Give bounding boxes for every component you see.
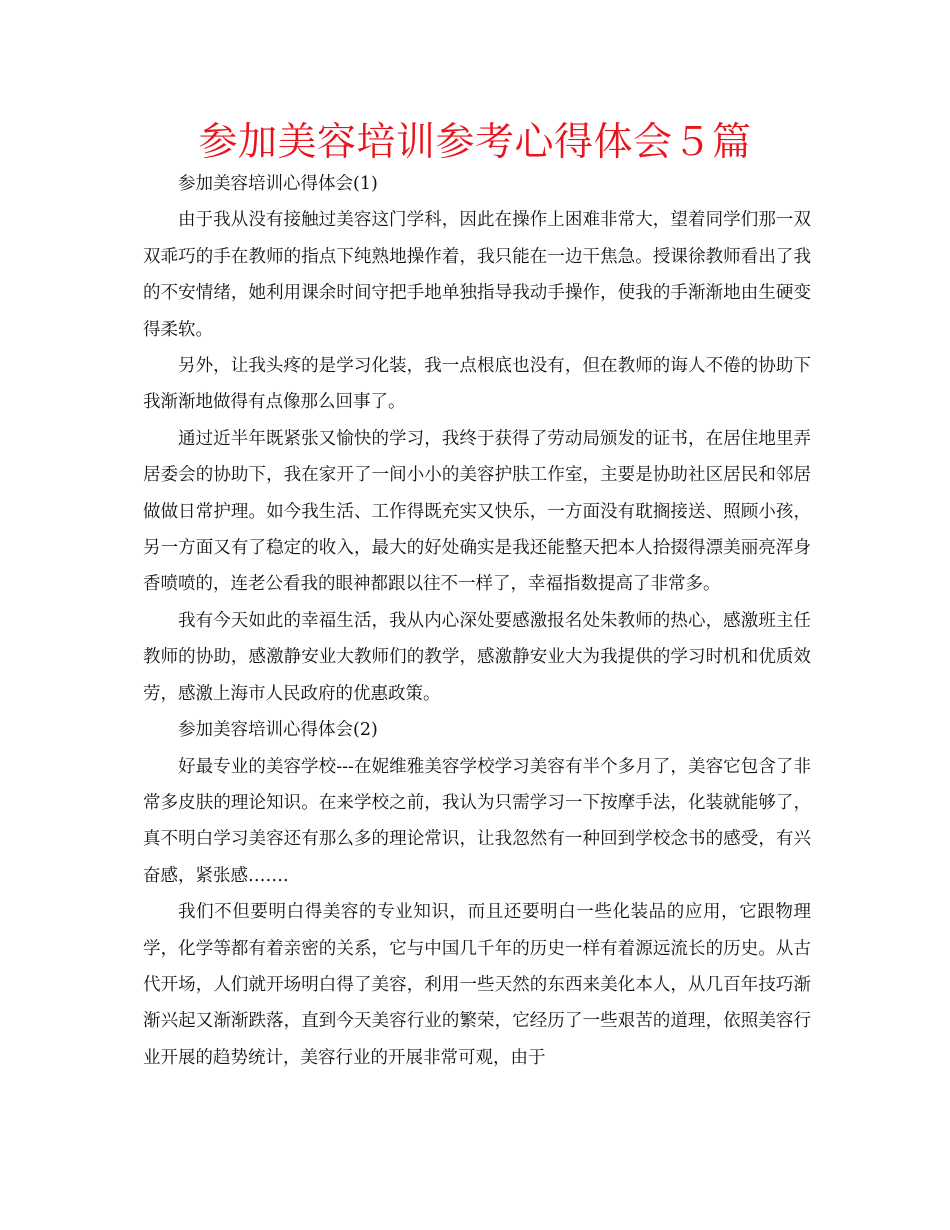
section-heading-2: 参加美容培训心得体会(2) — [178, 720, 378, 741]
paragraph: 通过近半年既紧张又愉快的学习，我终于获得了劳动局颁发的证书，在居住地里弄居委会的协助下，我在家开了一间小小的美容护肤工作室，主要是协助社区居民和邻居做做日常护理。如今我生活、工作得既充实又快乐，一方面没有耽搁接送、照顾小孩，另一方面又有了稳定的收入，最大的好处确实是我还能整天把本人拾掇得漂美丽亮浑身香喷喷的，连老公看我的眼神都跟以往不一样了，幸福指数提高了非常多。 — [143, 428, 811, 595]
paragraph: 好最专业的美容学校---在妮维雅美容学校学习美容有半个多月了，美容它包含了非常多皮肤的理论知识。在来学校之前，我认为只需学习一下按摩手法，化装就能够了，真不明白学习美容还有那么多的理论常识，让我忽然有一种回到学校念书的感受，有兴奋感，紧张感……. — [143, 756, 811, 886]
document-title: 参加美容培训参考心得体会５篇 — [198, 120, 752, 165]
document-body — [143, 166, 811, 1076]
paragraph: 由于我从没有接触过美容这门学科，因此在操作上困难非常大，望着同学们那一双双乖巧的手在教师的指点下纯熟地操作着，我只能在一边干焦急。授课徐教师看出了我的不安情绪，她利用课余时间守把手地单独指导我动手操作，使我的手渐渐地由生硬变得柔软。 — [143, 210, 811, 340]
section-heading-1: 参加美容培训心得体会(1) — [178, 174, 378, 194]
paragraph: 另外，让我头疼的是学习化装，我一点根底也没有，但在教师的诲人不倦的协助下我渐渐地做得有点像那么回事了。 — [143, 356, 811, 413]
paragraph: 我们不但要明白得美容的专业知识，而且还要明白一些化装品的应用，它跟物理学，化学等都有着亲密的关系，它与中国几千年的历史一样有着源远流长的历史。从古代开场，人们就开场明白得了美容，利用一些天然的东西来美化本人，从几百年技巧渐渐兴起又渐渐跌落，直到今天美容行业的繁荣，它经历了一些艰苦的道理，依照美容行业开展的趋势统计，美容行业的开展非常可观，由于 — [143, 902, 811, 1068]
paragraph: 我有今天如此的幸福生活，我从内心深处要感激报名处朱教师的热心，感激班主任教师的协助，感激静安业大教师们的教学，感激静安业大为我提供的学习时机和优质效劳，感激上海市人民政府的优惠政策。 — [143, 610, 811, 704]
